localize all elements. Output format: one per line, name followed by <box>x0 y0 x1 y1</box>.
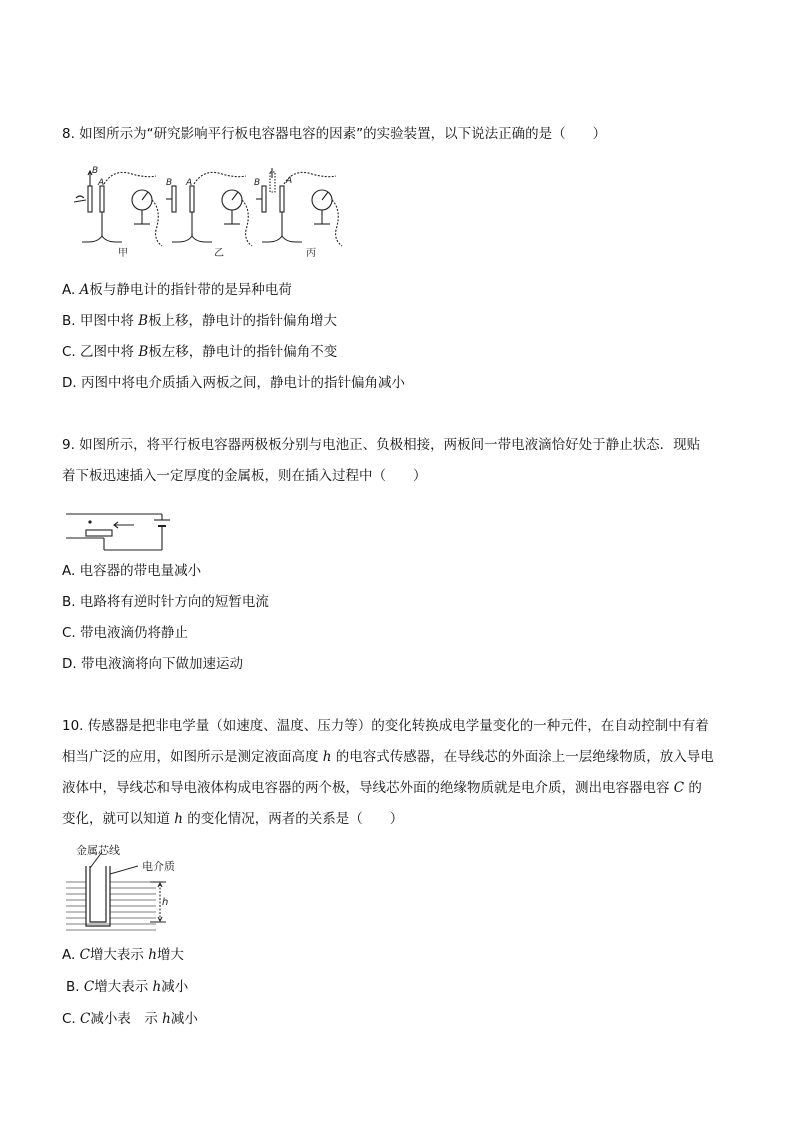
fig-jia-apparatus <box>74 171 162 246</box>
q8-option-c[interactable] <box>62 342 337 362</box>
fig-label-bing: 丙 <box>306 248 316 259</box>
stem-text: 的变化情况，两者的关系是（ ） <box>183 811 404 827</box>
option-prefix: B. <box>66 979 84 995</box>
option-variable: B <box>138 344 149 360</box>
option-text: 减小 <box>161 979 189 995</box>
option-prefix: B. 甲图中将 <box>62 313 139 329</box>
q9-circuit-figure <box>64 498 178 558</box>
fig-bing-apparatus <box>256 168 342 246</box>
q10-stem-line4 <box>62 809 403 829</box>
q10-stem-line1: 10. 传感器是把非电学量（如速度、温度、压力等）的变化转换成电学量变化的一种元件，在自动控制中有着 <box>62 718 709 734</box>
fig-label-b-yi: B <box>166 178 173 188</box>
option-text: 减小 <box>170 1011 198 1027</box>
option-prefix: C. 乙图中将 <box>62 344 139 360</box>
fig-label-a-yi: A <box>186 178 193 188</box>
fig-label-a-jia: A <box>98 178 105 188</box>
stem-text: 相当广泛的应用，如图所示是测定液面高度 <box>62 749 323 765</box>
option-text: 增大 <box>156 947 184 963</box>
option-text: 板与静电计的指针带的是异种电荷 <box>89 282 292 298</box>
charged-droplet <box>88 520 91 523</box>
label-metal-core: 金属芯线 <box>76 844 120 857</box>
option-text: D. 丙图中将电介质插入两板之间，静电计的指针偏角减小 <box>62 375 405 391</box>
fig-label-jia: 甲 <box>118 248 128 259</box>
option-text: 增大表示 <box>89 947 149 963</box>
option-text: 板上移，静电计的指针偏角增大 <box>148 313 338 329</box>
option-variable: C <box>79 947 90 963</box>
stem-variable: h <box>322 749 332 765</box>
q8-option-d[interactable] <box>62 373 405 393</box>
q9-stem-line1: 9. 如图所示，将平行板电容器两极板分别与电池正、负极相接，两板间一带电液滴恰好处于静止状态．现贴 <box>62 437 701 453</box>
option-variable: C <box>83 979 95 995</box>
option-variable: B <box>138 313 149 329</box>
q9-option-a[interactable]: A. 电容器的带电量减小 <box>62 563 202 579</box>
option-variable: A <box>79 282 90 298</box>
fig-yi-apparatus <box>166 172 252 246</box>
q10-stem-line2 <box>62 747 714 767</box>
q8-figure <box>66 164 366 260</box>
stem-text: 的电容式传感器，在导线芯的外面涂上一层绝缘物质，放入导电 <box>331 749 714 765</box>
fig-label-b-jia: B <box>92 166 99 176</box>
q10-option-a[interactable] <box>62 945 184 965</box>
stem-text: 的 <box>684 780 702 796</box>
q10-option-b[interactable] <box>66 977 188 997</box>
q10-sensor-figure <box>64 842 194 932</box>
stem-text: 变化，就可以知道 <box>62 811 175 827</box>
option-variable: h <box>148 947 157 963</box>
fig-label-b-bing: B <box>254 178 261 188</box>
label-dielectric: 电介质 <box>142 860 175 873</box>
option-text: 减小表 示 <box>90 1011 163 1027</box>
q8-stem: 8. 如图所示为“研究影响平行板电容器电容的因素”的实验装置，以下说法正确的是（ ） <box>62 126 607 142</box>
option-variable: C <box>80 1011 91 1027</box>
stem-variable: C <box>673 780 685 796</box>
q8-option-a[interactable] <box>62 280 292 300</box>
liquid-hatching <box>66 882 156 930</box>
option-variable: h <box>162 1011 171 1027</box>
fig-label-yi: 乙 <box>214 248 224 259</box>
q8-option-b[interactable] <box>62 311 337 331</box>
q9-option-d[interactable]: D. 带电液滴将向下做加速运动 <box>62 656 243 672</box>
q10-option-c[interactable] <box>62 1009 198 1029</box>
q10-stem-line3 <box>62 778 702 798</box>
option-prefix: A. <box>62 947 80 963</box>
option-variable: h <box>152 979 162 995</box>
q9-option-b[interactable]: B. 电路将有逆时针方向的短暂电流 <box>62 594 269 610</box>
option-prefix: A. <box>62 282 80 298</box>
q9-stem-line2: 着下板迅速插入一定厚度的金属板，则在插入过程中（ ） <box>62 468 427 484</box>
stem-text: 液体中，导线芯和导电液体构成电容器的两个极，导线芯外面的绝缘物质就是电介质，测出电容器电容 <box>62 780 674 796</box>
stem-variable: h <box>174 811 183 827</box>
label-h: h <box>162 897 169 908</box>
option-prefix: C. <box>62 1011 81 1027</box>
fig-label-a-bing: A <box>286 176 293 186</box>
option-text: 增大表示 <box>94 979 153 995</box>
q9-option-c[interactable]: C. 带电液滴仍将静止 <box>62 625 189 641</box>
option-text: 板左移，静电计的指针偏角不变 <box>148 344 338 360</box>
